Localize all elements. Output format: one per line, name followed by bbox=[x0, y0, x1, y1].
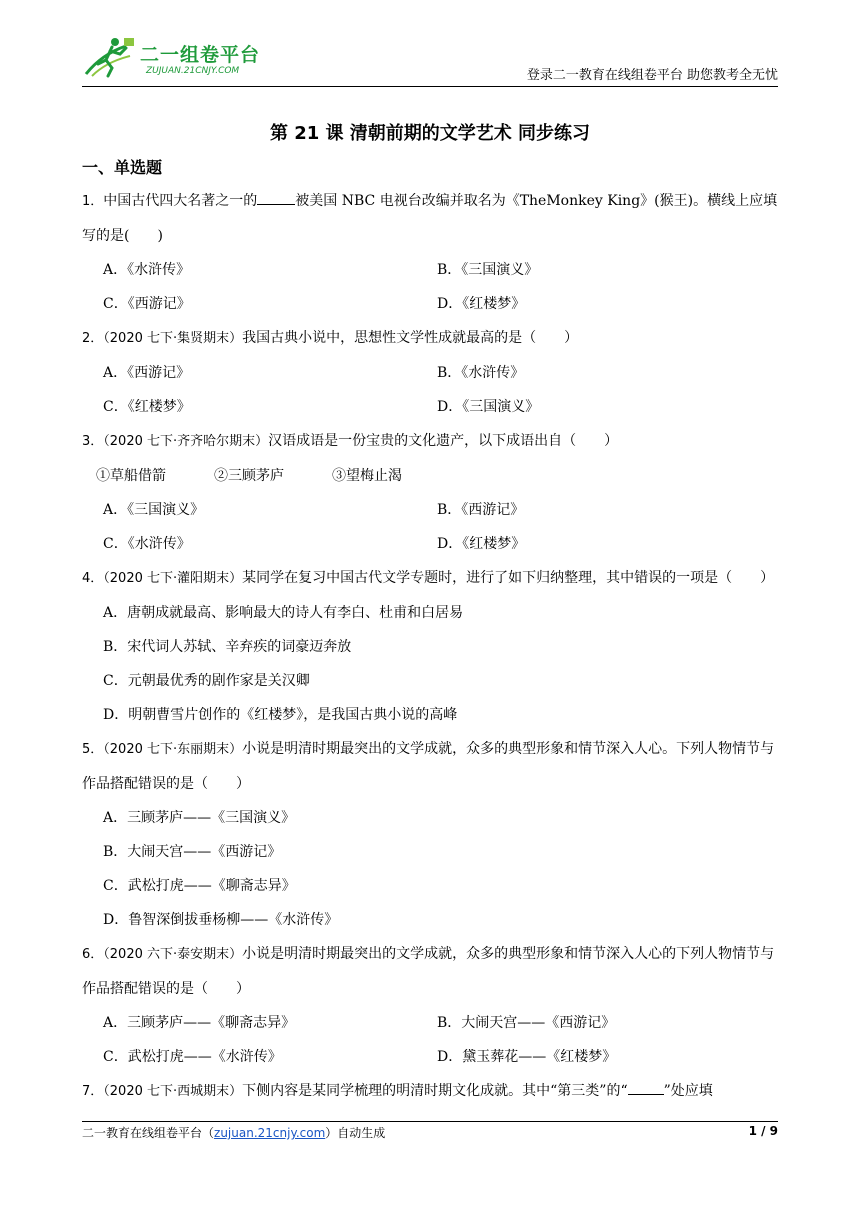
question-number: 3． bbox=[82, 434, 104, 449]
footer-text: 二一教育在线组卷平台（ bbox=[82, 1126, 215, 1140]
question-3 bbox=[82, 424, 778, 561]
question-stem bbox=[82, 184, 778, 253]
option-list bbox=[82, 253, 778, 321]
option-list bbox=[82, 596, 778, 732]
question-source: （2020 七下·集贤期末） bbox=[103, 331, 243, 346]
stem-text: 中国古代四大名著之一的 bbox=[103, 193, 258, 209]
page-footer bbox=[82, 1124, 778, 1146]
stem-text: 被美国 NBC 电视台改编并取名为《TheMonkey King》(猴王)。横线上应填写的是( ) bbox=[82, 193, 778, 244]
footer-text: ）自动生成 bbox=[325, 1126, 386, 1140]
option-d[interactable]: D．鲁智深倒拔垂杨柳——《水浒传》 bbox=[103, 912, 339, 928]
option-d[interactable]: D．《红楼梦》 bbox=[437, 536, 526, 552]
question-6 bbox=[82, 937, 778, 1074]
answer-blank bbox=[628, 1078, 664, 1095]
question-number: 5． bbox=[82, 742, 104, 757]
option-c[interactable]: C．《西游记》 bbox=[103, 296, 191, 312]
idiom-item: ②三顾茅庐 bbox=[214, 468, 284, 484]
option-b[interactable]: B．大闹天宫——《西游记》 bbox=[103, 844, 282, 860]
header-slogan: 登录二一教育在线组卷平台 助您教考全无忧 bbox=[526, 68, 778, 83]
option-list bbox=[82, 801, 778, 937]
header-divider bbox=[82, 86, 778, 87]
question-list bbox=[82, 184, 778, 1109]
option-list bbox=[82, 493, 778, 561]
option-list bbox=[82, 356, 778, 424]
option-a[interactable]: A．《水浒传》 bbox=[103, 262, 191, 278]
option-list bbox=[82, 1006, 778, 1074]
option-a[interactable]: A．三顾茅庐——《三国演义》 bbox=[103, 810, 296, 826]
option-c[interactable]: C．武松打虎——《聊斋志异》 bbox=[103, 878, 296, 894]
question-1 bbox=[82, 184, 778, 321]
question-number: 4． bbox=[82, 571, 104, 586]
question-number: 2． bbox=[82, 331, 104, 346]
stem-text: 某同学在复习中国古代文学专题时，进行了如下归纳整理，其中错误的一项是（ ） bbox=[242, 570, 775, 586]
question-source: （2020 七下·东丽期末） bbox=[103, 742, 243, 757]
question-stem bbox=[82, 424, 778, 459]
footer-divider bbox=[82, 1121, 778, 1122]
option-c[interactable]: C．元朝最优秀的剧作家是关汉卿 bbox=[103, 673, 310, 689]
running-figure-icon bbox=[82, 34, 138, 80]
stem-text: 小说是明清时期最突出的文学成就，众多的典型形象和情节深入人心。下列人物情节与作品搭配错误的是（ ） bbox=[82, 741, 775, 792]
brand-logo[interactable] bbox=[82, 30, 282, 86]
footer-credit bbox=[82, 1124, 385, 1141]
option-a[interactable]: A．三顾茅庐——《聊斋志异》 bbox=[103, 1015, 296, 1031]
answer-blank bbox=[257, 186, 295, 205]
question-stem bbox=[82, 732, 778, 801]
stem-text: 汉语成语是一份宝贵的文化遗产，以下成语出自（ ） bbox=[268, 433, 619, 449]
question-4 bbox=[82, 561, 778, 732]
section-title: 一、单选题 bbox=[82, 158, 163, 177]
logo-subtitle: ZUJUAN.21CNJY.COM bbox=[146, 66, 240, 76]
question-2 bbox=[82, 321, 778, 424]
question-source: （2020 六下·泰安期末） bbox=[103, 947, 243, 962]
footer-link[interactable]: zujuan.21cnjy.com bbox=[214, 1126, 326, 1140]
option-a[interactable]: A．《西游记》 bbox=[103, 365, 191, 381]
option-a[interactable]: A．《三国演义》 bbox=[103, 502, 205, 518]
idiom-item: ③望梅止渴 bbox=[332, 468, 402, 484]
option-c[interactable]: C．《水浒传》 bbox=[103, 536, 191, 552]
option-c[interactable]: C．《红楼梦》 bbox=[103, 399, 191, 415]
stem-text: 小说是明清时期最突出的文学成就，众多的典型形象和情节深入人心的下列人物情节与作品搭配错误的是（ ） bbox=[82, 946, 775, 997]
option-d[interactable]: D．《三国演义》 bbox=[437, 399, 540, 415]
question-number: 1． bbox=[82, 194, 104, 209]
option-d[interactable]: D．黛玉葬花——《红楼梦》 bbox=[437, 1049, 617, 1065]
question-stem bbox=[82, 937, 778, 1006]
question-number: 6． bbox=[82, 947, 104, 962]
question-stem bbox=[82, 321, 778, 356]
option-b[interactable]: B．宋代词人苏轼、辛弃疾的词豪迈奔放 bbox=[103, 639, 352, 655]
stem-text: ”处应填 bbox=[663, 1083, 713, 1099]
option-b[interactable]: B．大闹天宫——《西游记》 bbox=[437, 1015, 616, 1031]
option-b[interactable]: B．《水浒传》 bbox=[437, 365, 525, 381]
page-number: 1 / 9 bbox=[748, 1124, 778, 1138]
question-number: 7． bbox=[82, 1084, 104, 1099]
option-d[interactable]: D．明朝曹雪片创作的《红楼梦》，是我国古典小说的高峰 bbox=[103, 707, 458, 723]
logo-title: 二一组卷平台 bbox=[140, 44, 261, 66]
question-source: （2020 七下·西城期末） bbox=[103, 1084, 243, 1099]
question-5 bbox=[82, 732, 778, 937]
question-source: （2020 七下·灌阳期末） bbox=[103, 571, 243, 586]
option-a[interactable]: A．唐朝成就最高、影响最大的诗人有李白、杜甫和白居易 bbox=[103, 605, 464, 621]
stem-text: 下侧内容是某同学梳理的明清时期文化成就。其中“第三类”的“ bbox=[242, 1083, 628, 1099]
question-7 bbox=[82, 1074, 778, 1109]
option-c[interactable]: C．武松打虎——《水浒传》 bbox=[103, 1049, 282, 1065]
option-b[interactable]: B．《西游记》 bbox=[437, 502, 525, 518]
page-title: 第 21 课 清朝前期的文学艺术 同步练习 bbox=[269, 123, 591, 144]
idiom-list bbox=[82, 459, 778, 493]
stem-text: 我国古典小说中，思想性文学性成就最高的是（ ） bbox=[242, 330, 579, 346]
question-stem bbox=[82, 561, 778, 596]
page-header bbox=[82, 30, 778, 86]
option-d[interactable]: D．《红楼梦》 bbox=[437, 296, 526, 312]
option-b[interactable]: B．《三国演义》 bbox=[437, 262, 539, 278]
question-stem bbox=[82, 1074, 778, 1109]
question-source: （2020 七下·齐齐哈尔期末） bbox=[103, 434, 269, 449]
idiom-item: ①草船借箭 bbox=[96, 468, 166, 484]
